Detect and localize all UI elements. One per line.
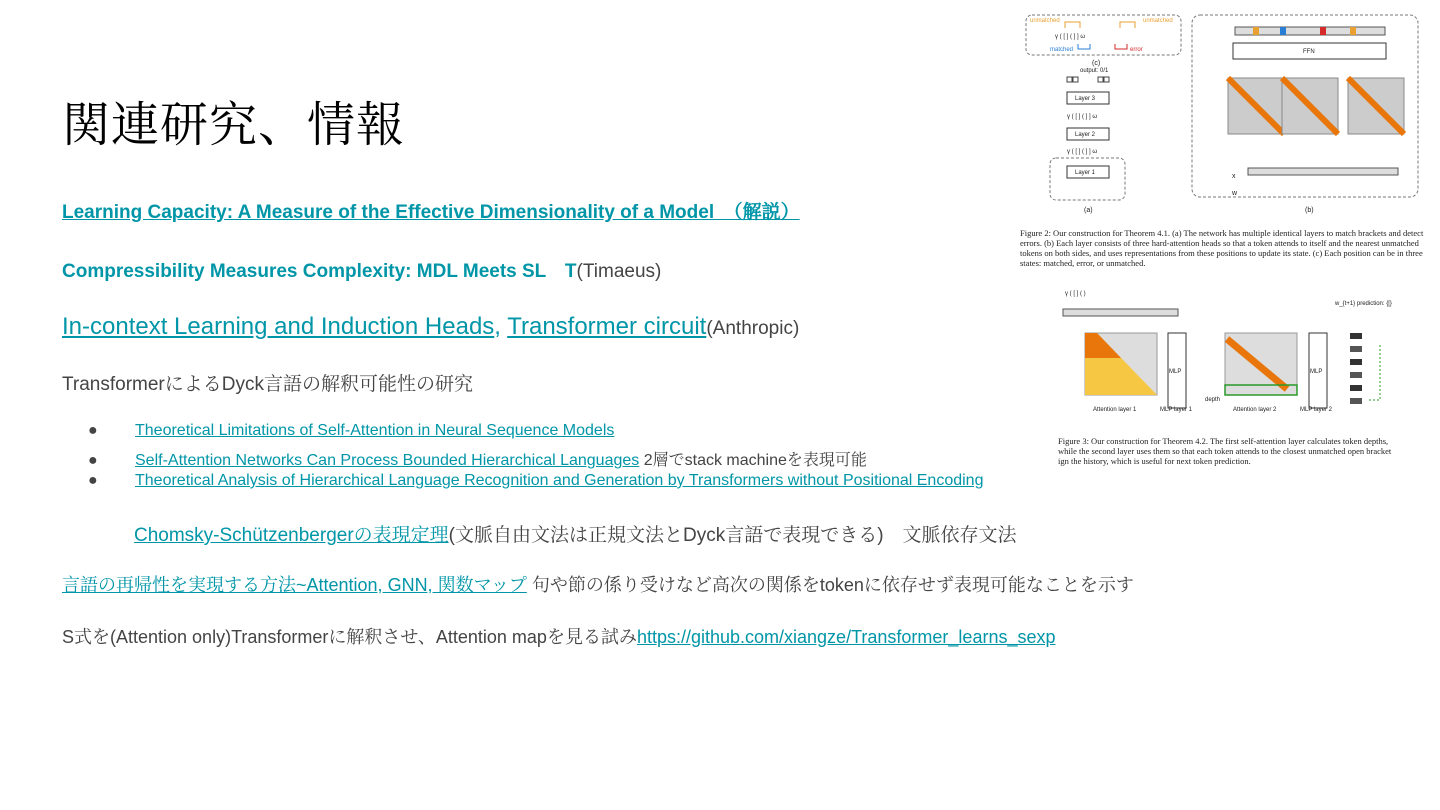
bullet-link-2[interactable]: Self-Attention Networks Can Process Bounded Hierarchical Languages <box>135 452 640 469</box>
timaeus-label: (Timaeus) <box>576 261 662 282</box>
anthropic-label: (Anthropic) <box>706 318 800 339</box>
unmatched-label-right: unmatched <box>1143 18 1173 24</box>
depth-attention-matrix <box>1085 333 1157 395</box>
svg-text:x: x <box>1232 173 1236 180</box>
attention-matrix-3 <box>1348 78 1404 134</box>
sexp-text: S式を(Attention only)Transformerに解釈させ、Attention mapを見る試み <box>62 627 637 647</box>
anthropic-row <box>62 313 799 341</box>
error-label: error <box>1130 47 1143 53</box>
compressibility-text: Compressibility Measures Complexity: MDL Meets SL T <box>62 261 577 282</box>
recursion-note: 句や節の係り受けなど高次の関係をtokenに依存せず表現可能なことを示す <box>526 575 1134 595</box>
output-label: output: 0/1 <box>1080 68 1109 74</box>
svg-text:MLP: MLP <box>1169 369 1182 375</box>
bracket-sequence: γ ( [ ] ( ] ] ω <box>1055 34 1086 40</box>
bullet-dot: ● <box>88 452 98 469</box>
svg-text:γ ( [ ] ( ] ] ω: γ ( [ ] ( ] ] ω <box>1067 149 1098 155</box>
svg-text:w: w <box>1232 190 1238 197</box>
unmatched-arrow-right <box>1120 22 1135 28</box>
attention-matrix-2 <box>1282 78 1338 134</box>
matched-arrow <box>1078 44 1090 49</box>
output-token-strip <box>1235 27 1385 35</box>
bullet-link-1[interactable]: Theoretical Limitations of Self-Attention in Neural Sequence Models <box>135 422 615 439</box>
svg-text:Layer 1: Layer 1 <box>1075 170 1096 176</box>
depth-label: depth <box>1205 397 1221 403</box>
figure-3-caption: Figure 3: Our construction for Theorem 4.2. The first self-attention layer calculates token depths, while the second layer uses them so that each token attends to the closest unmatched open bracket ign the history, which is useful for next token prediction. <box>1058 436 1392 466</box>
svg-text:FFN: FFN <box>1303 49 1315 55</box>
list-item <box>88 447 867 470</box>
induction-heads-link[interactable]: In-context Learning and Induction Heads <box>62 313 495 340</box>
chomsky-note: (文脈自由文法は正規文法とDyck言語で表現できる) 文脈依存文法 <box>448 525 1017 546</box>
recursion-link[interactable]: 言語の再帰性を実現する方法~Attention, GNN, 関数マップ <box>62 575 527 595</box>
chomsky-row <box>134 520 1017 547</box>
panel-a-label: (a) <box>1084 207 1093 214</box>
attention-layer-2-label: Attention layer 2 <box>1233 407 1277 413</box>
github-link[interactable]: https://github.com/xiangze/Transformer_learns_sexp <box>636 627 1056 647</box>
nearest-open-bracket-matrix <box>1225 333 1297 395</box>
mlp-layer-1-label: MLP layer 1 <box>1160 407 1192 413</box>
recursion-row <box>62 571 1134 597</box>
bullet-dot: ● <box>88 422 98 439</box>
bullet-link-3[interactable]: Theoretical Analysis of Hierarchical Language Recognition and Generation by Transformers without Positional Encoding <box>135 472 984 489</box>
error-arrow <box>1115 44 1127 49</box>
mlp-layer-2-label: MLP layer 2 <box>1300 407 1332 413</box>
panel-b-label: (b) <box>1305 207 1314 214</box>
prediction-label: w_{t+1} prediction: {[} <box>1335 301 1392 307</box>
learning-capacity-link[interactable]: Learning Capacity: A Measure of the Effective Dimensionality of a Model （解説） <box>62 202 800 223</box>
panel-c-label: (c) <box>1092 60 1101 67</box>
comma-separator: , <box>494 313 508 340</box>
chomsky-link[interactable]: Chomsky-Schützenbergerの表現定理 <box>134 525 449 546</box>
bullet-note-2: 2層でstack machineを表現可能 <box>639 452 867 469</box>
svg-text:Layer 3: Layer 3 <box>1075 96 1096 102</box>
attention-matrix-1 <box>1228 78 1284 134</box>
compressibility-row <box>62 256 661 283</box>
input-bracket-row: γ ( [ ] ( ) <box>1065 291 1086 297</box>
attention-layer-1-label: Attention layer 1 <box>1093 407 1137 413</box>
bullet-dot: ● <box>88 472 98 489</box>
page-title: 関連研究、情報 <box>62 97 406 153</box>
sexp-row <box>62 623 1056 649</box>
matched-label: matched <box>1050 47 1074 53</box>
dyck-heading: TransformerによるDyck言語の解釈可能性の研究 <box>62 374 473 395</box>
svg-text:Layer 2: Layer 2 <box>1075 132 1096 138</box>
input-token-strip <box>1248 168 1398 175</box>
unmatched-arrow-left <box>1065 22 1080 28</box>
unmatched-label-left: unmatched <box>1030 18 1060 24</box>
learning-capacity-row <box>62 197 800 224</box>
input-token-row <box>1063 309 1178 316</box>
list-item <box>88 472 983 490</box>
prediction-stack <box>1350 333 1380 404</box>
transformer-circuit-link[interactable]: Transformer circuit <box>507 313 707 340</box>
figure-2-caption: Figure 2: Our construction for Theorem 4.1. (a) The network has multiple identical layers to match brackets and detect errors. (b) Each layer consists of three hard-attention heads so that a token attends to itself and the nearest unmatched tokens on both sides, and uses representations from these positions to update its state. (c) Each position can be in three states: matched, error, or unmatched. <box>1020 228 1424 268</box>
svg-text:MLP: MLP <box>1310 369 1323 375</box>
list-item <box>88 422 614 440</box>
svg-text:γ ( [ ] ( ] ] ω: γ ( [ ] ( ] ] ω <box>1067 114 1098 120</box>
